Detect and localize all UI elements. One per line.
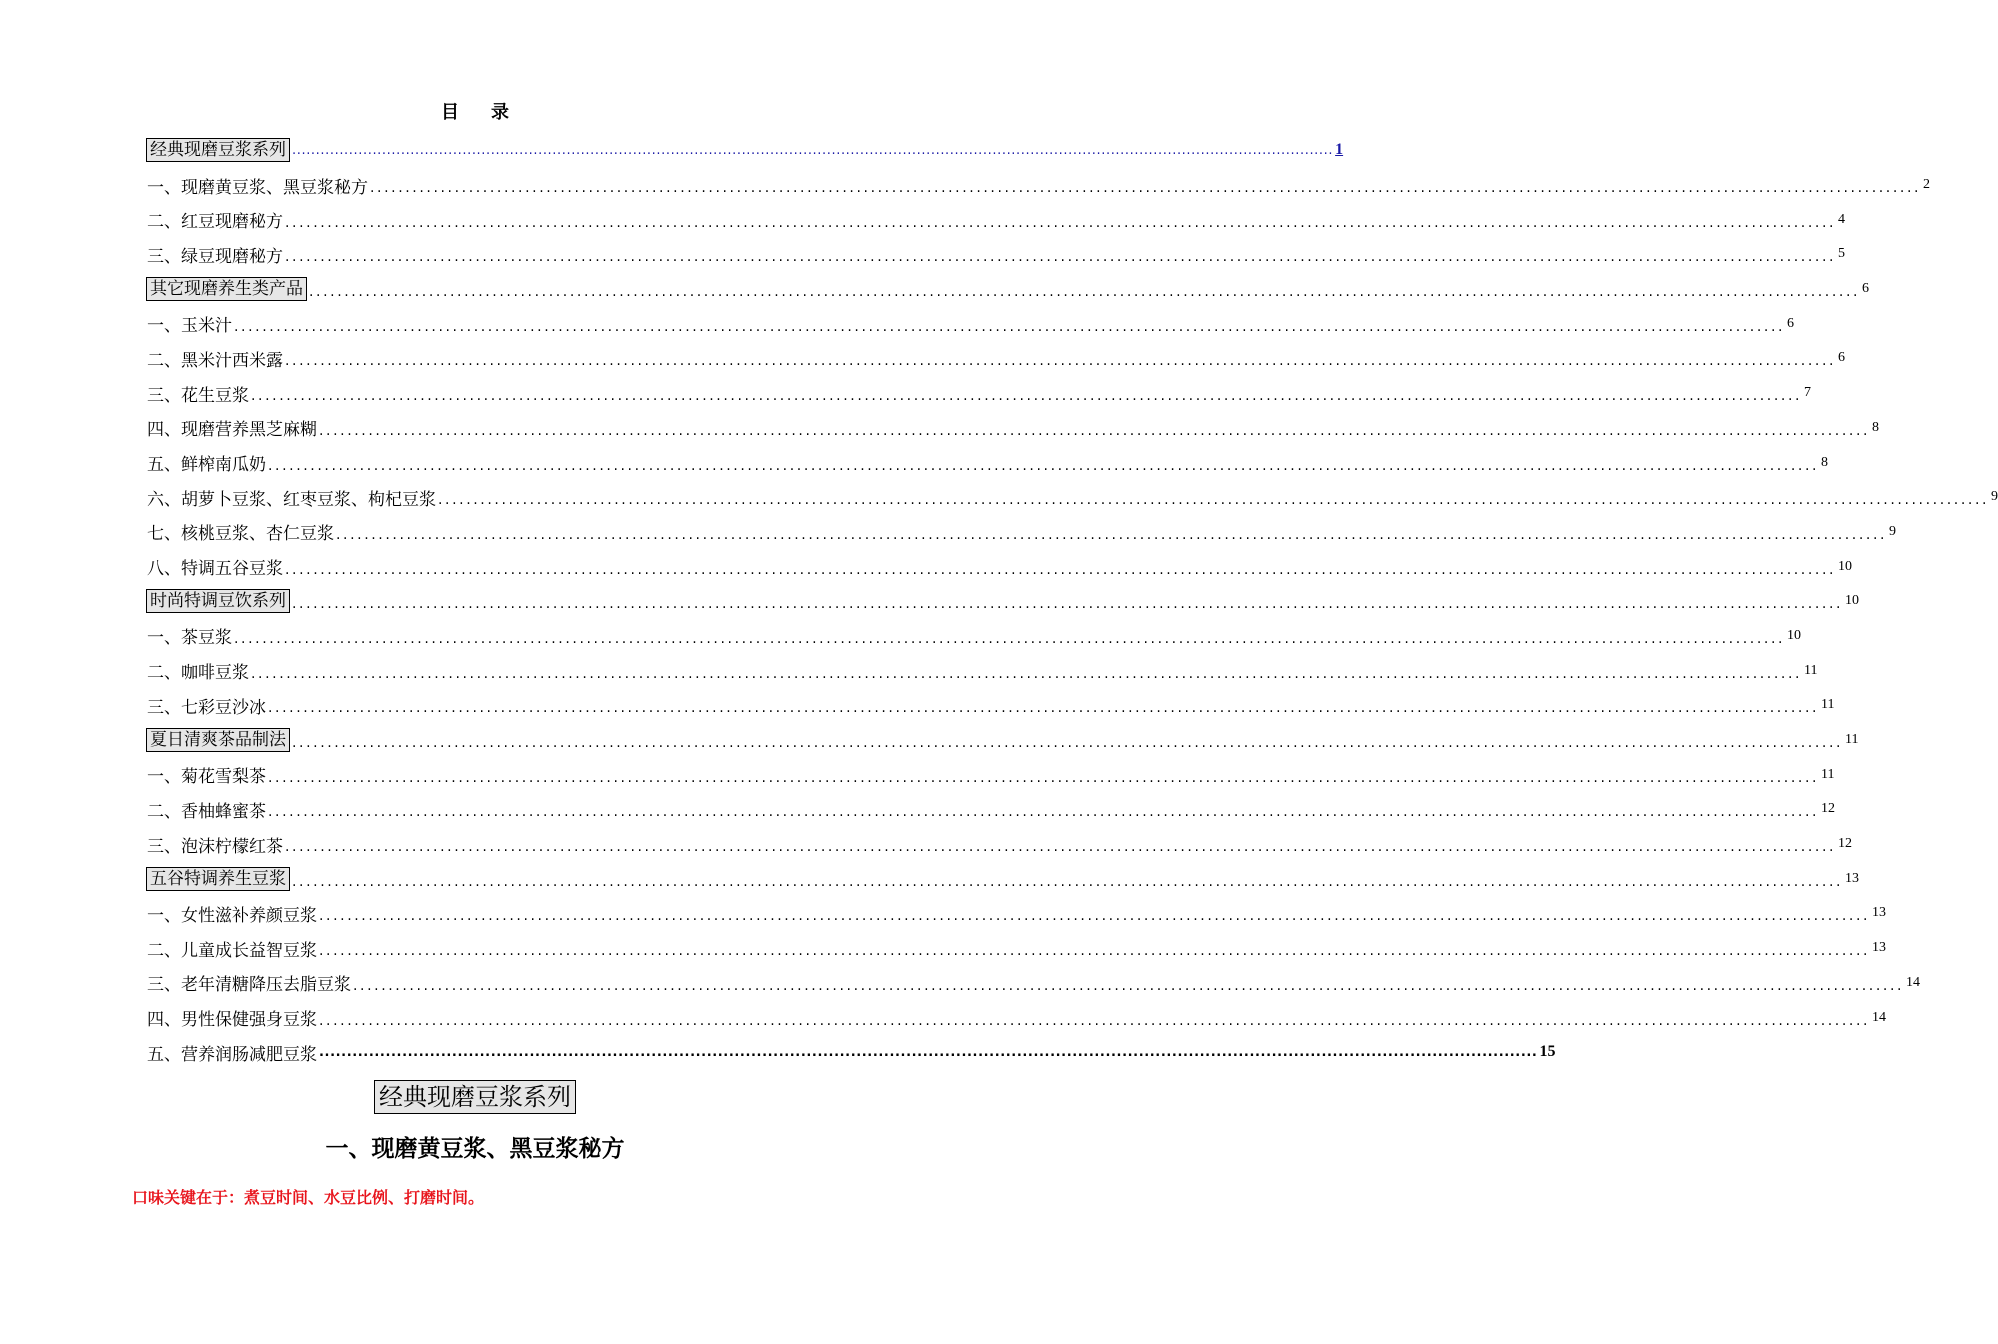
toc-leader-dots: ............................................................................................................................................................................................................................ [285, 214, 1837, 231]
toc-leader-dots: ............................................................................................................................................................................................................................ [234, 630, 1786, 647]
toc-entry-page: 11 [1804, 662, 1818, 678]
toc-entry-label: 一、茶豆浆 [147, 628, 232, 649]
toc-entry-page: 1 [1335, 141, 1344, 159]
toc-entry-page: 12 [1838, 836, 1853, 852]
toc-leader-dots: ............................................................................................................................................................................................................................ [268, 804, 1820, 821]
toc-entry[interactable] [147, 237, 1846, 272]
toc-title: 目录 [441, 102, 541, 123]
toc-entry-page: 13 [1872, 905, 1887, 921]
toc-entry-page: 2 [1923, 177, 1931, 193]
toc-leader-dots: ............................................................................................................................................................................................................................ [438, 492, 1990, 509]
toc-entry-label: 其它现磨养生类产品 [146, 277, 307, 301]
toc-entry[interactable] [147, 202, 1846, 237]
toc-entry[interactable] [147, 411, 1880, 446]
toc-leader-dots: ............................................................................................................................................................................................................................ [353, 977, 1905, 994]
toc-entry[interactable] [147, 341, 1846, 376]
toc-entry[interactable] [147, 827, 1853, 862]
toc-entry-label: 二、黑米汁西米露 [147, 350, 283, 371]
toc-entry-label: 五、营养润肠减肥豆浆 [147, 1044, 317, 1065]
toc-entry-label: 四、现磨营养黑芝麻糊 [147, 420, 317, 441]
toc-entry[interactable] [147, 757, 1835, 792]
toc-entry[interactable] [147, 896, 1887, 931]
toc-leader-dots: ............................................................................................................................................................................................................................ [285, 839, 1837, 856]
toc-entry[interactable] [147, 584, 1860, 619]
toc-leader-dots: ............................................................................................................................................................................................................................ [319, 1045, 1538, 1061]
toc-entry-label: 六、胡萝卜豆浆、红枣豆浆、枸杞豆浆 [147, 489, 436, 510]
toc-entry-page: 13 [1872, 940, 1887, 956]
section-heading-text: 经典现磨豆浆系列 [374, 1080, 576, 1114]
toc-entry-label: 一、菊花雪梨茶 [147, 767, 266, 788]
toc-leader-dots: ............................................................................................................................................................................................................................ [251, 665, 1803, 682]
toc-leader-dots: ............................................................................................................................................................................................................................ [309, 284, 1861, 301]
toc-leader-dots: ............................................................................................................................................................................................................................ [251, 388, 1803, 405]
toc-entry-page: 10 [1845, 593, 1860, 609]
toc-leader-dots: ............................................................................................................................................................................................................................ [292, 735, 1844, 752]
toc-entry[interactable] [147, 861, 1860, 896]
toc-entry-label: 三、老年清糖降压去脂豆浆 [147, 975, 351, 996]
toc-entry-page: 6 [1838, 350, 1846, 366]
toc-entry-page: 6 [1787, 315, 1795, 331]
toc-entry[interactable] [147, 653, 1818, 688]
toc-entry[interactable] [147, 931, 1887, 966]
toc-leader-dots: ............................................................................................................................................................................................................................ [285, 249, 1837, 266]
toc-entry-page: 8 [1872, 419, 1880, 435]
toc-leader-dots: ............................................................................................................................................................................................................................ [285, 561, 1837, 578]
toc-entry-page: 9 [1991, 489, 1998, 505]
toc-entry[interactable] [147, 480, 1998, 515]
toc-entry-page: 14 [1906, 974, 1921, 990]
toc-entry-label: 八、特调五谷豆浆 [147, 559, 283, 580]
toc-leader-dots: ............................................................................................................................................................................................................................ [292, 143, 1334, 159]
toc-entry-label: 一、女性滋补养颜豆浆 [147, 905, 317, 926]
toc-entry[interactable] [147, 966, 1921, 1001]
toc-entry-page: 11 [1821, 766, 1835, 782]
toc-entry-page: 11 [1845, 732, 1859, 748]
toc-entry[interactable] [147, 1000, 1887, 1035]
toc-entry-label: 二、香柚蜂蜜茶 [147, 801, 266, 822]
toc-entry[interactable] [147, 619, 1802, 654]
toc-entry[interactable] [147, 133, 1344, 168]
toc-entry[interactable] [147, 515, 1897, 550]
toc-entry-label: 三、花生豆浆 [147, 385, 249, 406]
toc-entry[interactable] [147, 376, 1812, 411]
toc-leader-dots: ............................................................................................................................................................................................................................ [292, 596, 1844, 613]
toc-leader-dots: ............................................................................................................................................................................................................................ [319, 422, 1871, 439]
toc-leader-dots: ............................................................................................................................................................................................................................ [319, 908, 1871, 925]
toc-entry-page: 7 [1804, 385, 1812, 401]
toc-entry[interactable] [147, 792, 1836, 827]
toc-entry-label: 三、七彩豆沙冰 [147, 697, 266, 718]
toc-entry-page: 11 [1821, 697, 1835, 713]
toc-leader-dots: ............................................................................................................................................................................................................................ [268, 457, 1820, 474]
section-heading [0, 1080, 950, 1114]
toc-entry[interactable] [147, 688, 1835, 723]
toc-entry-page: 12 [1821, 801, 1836, 817]
toc-entry[interactable] [147, 306, 1795, 341]
toc-entry-label: 经典现磨豆浆系列 [146, 138, 290, 162]
toc-entry[interactable] [147, 168, 1931, 203]
toc-leader-dots: ............................................................................................................................................................................................................................ [268, 769, 1820, 786]
sub-heading: 一、现磨黄豆浆、黑豆浆秘方 [325, 1135, 625, 1162]
toc-leader-dots: ............................................................................................................................................................................................................................ [319, 1012, 1871, 1029]
toc-leader-dots: ............................................................................................................................................................................................................................ [370, 180, 1922, 197]
toc-leader-dots: ............................................................................................................................................................................................................................ [234, 318, 1786, 335]
toc-entry-page: 10 [1838, 558, 1853, 574]
toc-entry-page: 13 [1845, 870, 1860, 886]
table-of-contents [147, 133, 1998, 1070]
toc-entry[interactable] [147, 1035, 1556, 1070]
toc-leader-dots: ............................................................................................................................................................................................................................ [292, 873, 1844, 890]
toc-entry-page: 5 [1838, 246, 1846, 262]
toc-leader-dots: ............................................................................................................................................................................................................................ [268, 700, 1820, 717]
toc-entry-label: 七、核桃豆浆、杏仁豆浆 [147, 524, 334, 545]
toc-entry-page: 8 [1821, 454, 1829, 470]
toc-entry-page: 9 [1889, 523, 1897, 539]
red-note: 口味关键在于：煮豆时间、水豆比例、打磨时间。 [132, 1188, 485, 1207]
toc-leader-dots: ............................................................................................................................................................................................................................ [319, 943, 1871, 960]
toc-entry-label: 四、男性保健强身豆浆 [147, 1010, 317, 1031]
toc-leader-dots: ............................................................................................................................................................................................................................ [336, 526, 1888, 543]
toc-entry-label: 五谷特调养生豆浆 [146, 867, 290, 891]
toc-entry-label: 一、玉米汁 [147, 316, 232, 337]
toc-entry[interactable] [147, 549, 1853, 584]
toc-entry[interactable] [147, 445, 1829, 480]
toc-entry-page: 14 [1872, 1009, 1887, 1025]
toc-entry-label: 三、泡沫柠檬红茶 [147, 836, 283, 857]
toc-entry-label: 时尚特调豆饮系列 [146, 589, 290, 613]
toc-entry-label: 一、现磨黄豆浆、黑豆浆秘方 [147, 177, 368, 198]
toc-entry-label: 三、绿豆现磨秘方 [147, 246, 283, 267]
toc-entry-label: 二、咖啡豆浆 [147, 663, 249, 684]
toc-leader-dots: ............................................................................................................................................................................................................................ [285, 353, 1837, 370]
toc-entry-page: 6 [1862, 281, 1870, 297]
toc-entry-label: 二、儿童成长益智豆浆 [147, 940, 317, 961]
toc-entry[interactable] [147, 272, 1870, 307]
toc-entry-label: 二、红豆现磨秘方 [147, 212, 283, 233]
toc-entry-label: 夏日清爽茶品制法 [146, 728, 290, 752]
toc-entry-page: 10 [1787, 627, 1802, 643]
toc-entry-page: 15 [1539, 1043, 1556, 1061]
toc-entry[interactable] [147, 723, 1859, 758]
toc-entry-page: 4 [1838, 211, 1846, 227]
toc-entry-label: 五、鲜榨南瓜奶 [147, 455, 266, 476]
